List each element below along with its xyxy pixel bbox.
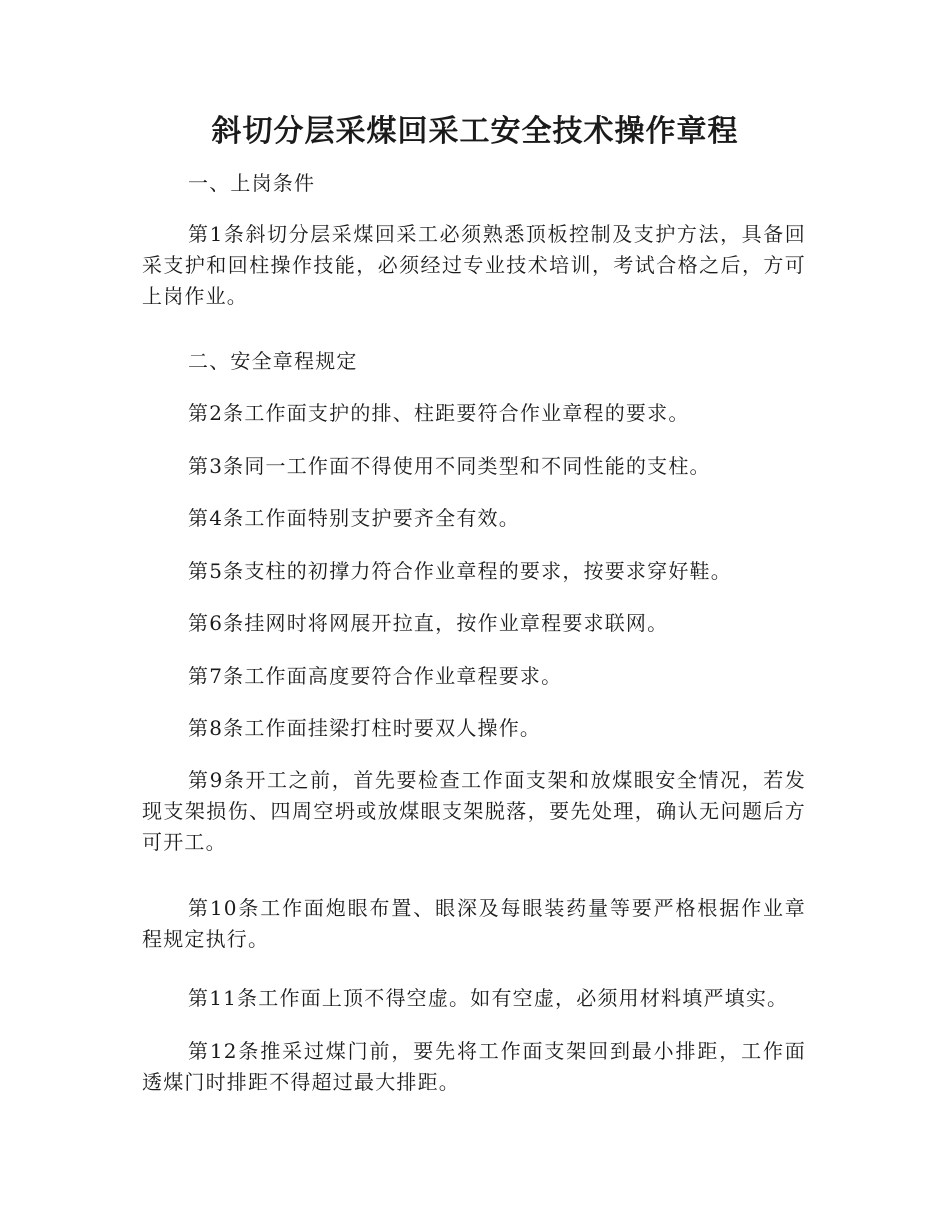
article-9: 第9条开工之前，首先要检查工作面支架和放煤眼安全情况，若发现支架损伤、四周空坍或放煤眼支架脱落，要先处理，确认无问题后方可开工。: [142, 768, 806, 854]
section-heading-requirements: 一、上岗条件: [188, 171, 316, 195]
document-title: 斜切分层采煤回采工安全技术操作章程: [211, 114, 739, 149]
article-10: 第10条工作面炮眼布置、眼深及每眼装药量等要严格根据作业章程规定执行。: [142, 896, 806, 951]
article-4: 第4条工作面特别支护要齐全有效。: [188, 506, 520, 530]
article-11: 第11条工作面上顶不得空虚。如有空虚，必须用材料填严填实。: [188, 986, 789, 1010]
section-heading-regulations: 二、安全章程规定: [188, 349, 358, 373]
article-1: 第1条斜切分层采煤回采工必须熟悉顶板控制及支护方法，具备回采支护和回柱操作技能，必须经过专业技术培训，考试合格之后，方可上岗作业。: [142, 222, 806, 308]
article-7: 第7条工作面高度要符合作业章程要求。: [188, 664, 563, 688]
article-2: 第2条工作面支护的排、柱距要符合作业章程的要求。: [188, 401, 690, 425]
article-12: 第12条推采过煤门前，要先将工作面支架回到最小排距，工作面透煤门时排距不得超过最大排距。: [142, 1039, 806, 1094]
article-8: 第8条工作面挂梁打柱时要双人操作。: [188, 716, 542, 740]
article-6: 第6条挂网时将网展开拉直，按作业章程要求联网。: [188, 611, 669, 635]
article-3: 第3条同一工作面不得使用不同类型和不同性能的支柱。: [188, 454, 711, 478]
article-5: 第5条支柱的初撑力符合作业章程的要求，按要求穿好鞋。: [188, 559, 732, 583]
